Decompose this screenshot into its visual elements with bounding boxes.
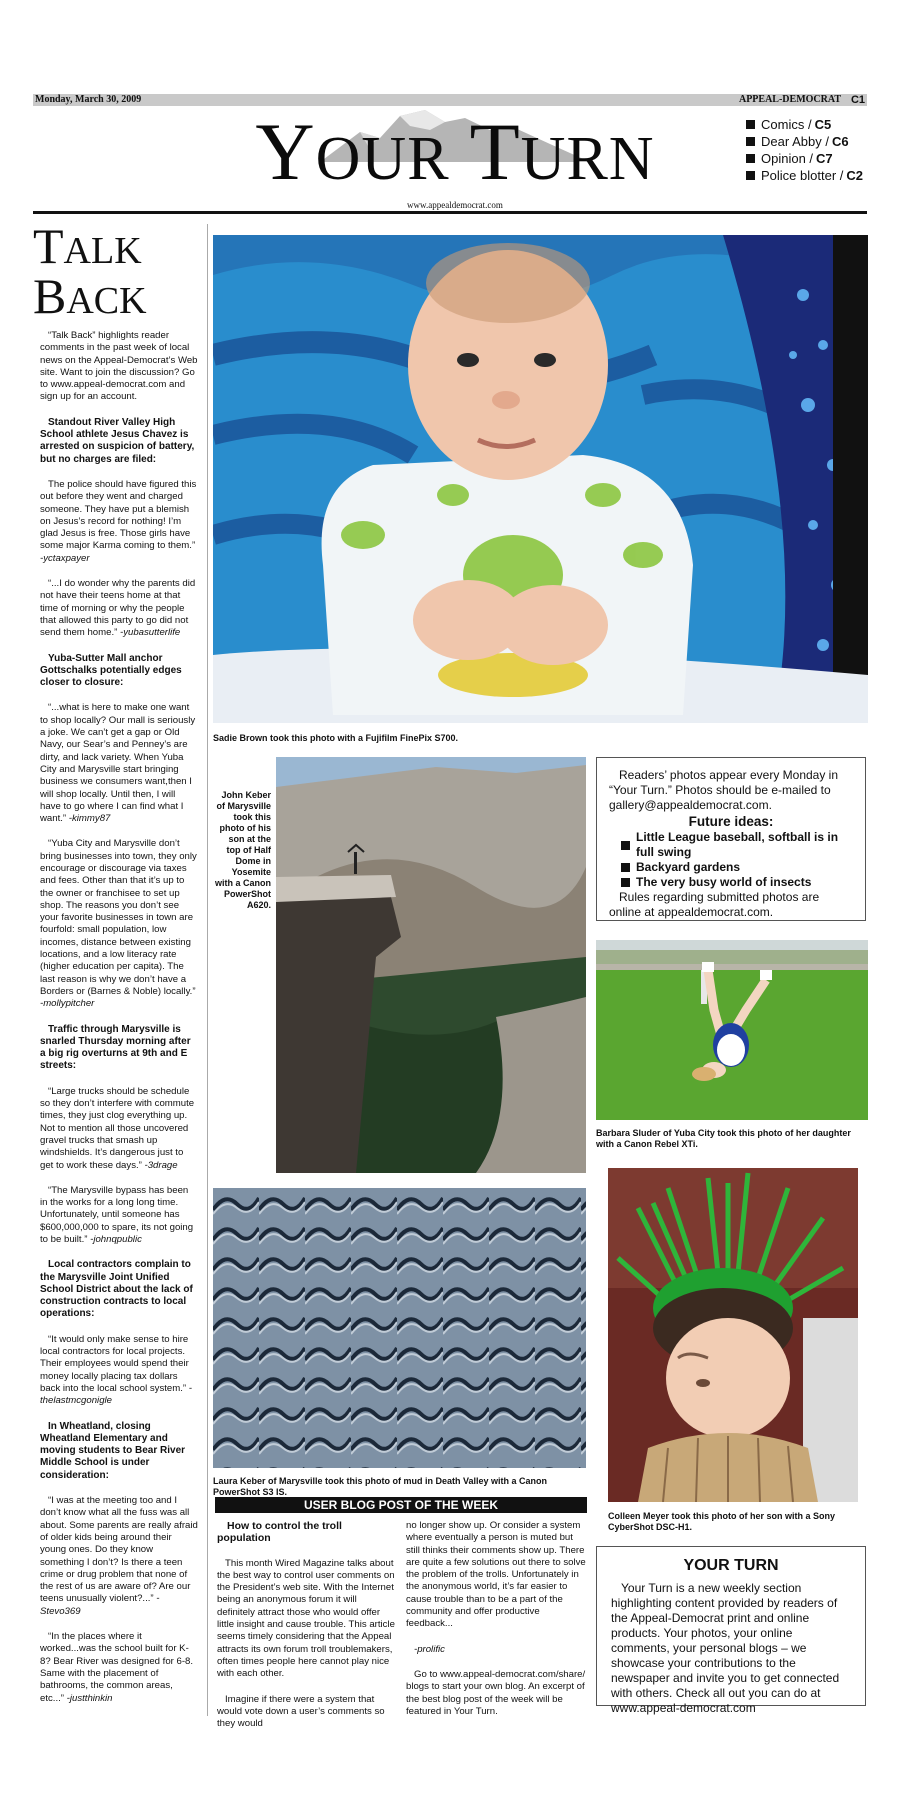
baby-photo[interactable] [213, 235, 868, 723]
comment [40, 1086, 198, 1172]
blog-paragraph: Go to www.appeal-democrat.com/share/ blogs to start your own blog. An excerpt of the best blog post of the week will be featured in Your Turn. [406, 1668, 586, 1717]
blog-paragraph: Imagine if there were a system that would vote down a user’s comments so they would [217, 1693, 385, 1730]
your-turn-box [596, 1546, 866, 1715]
idea-item [621, 830, 853, 860]
comment-user: -kimmy87 [66, 813, 111, 825]
mohawk-photo-caption: Colleen Meyer took this photo of her son with a Sony CyberShot DSC-H1. [608, 1511, 836, 1532]
blog-paragraph: This month Wired Magazine talks about the best way to control user comments on the President’s web site. With the Internet being an anonymous forum it will definitely attract those who would offer little insight and cause trouble. This article seems timely considering that the Appeal attracts its own forum troll troublemakers, often times people here cannot play nice with each other. [217, 1557, 395, 1680]
baby-photo-caption: Sadie Brown took this photo with a Fujifilm FinePix S700. [213, 733, 459, 743]
topic-headline: Standout River Valley High School athlete Jesus Chavez is arrested on suspicion of battery, but no charges are filed: [40, 416, 195, 465]
masthead-url: www.appealdemocrat.com [407, 200, 503, 210]
talkback-column [40, 330, 198, 1718]
index-label: Comics / [761, 117, 812, 132]
talkback-intro: “Talk Back” highlights reader comments in the past week of local news on the Appeal-Democrat’s Web site. Want to join the discussion? Go to www.appeal-democrat.com and sign up for an account. [40, 330, 198, 403]
blog-signature: -prolific [414, 1643, 445, 1655]
topic-headline: Traffic through Marysville is snarled Thursday morning after a big rig overturns at 9th and E streets: [40, 1023, 191, 1072]
comment [40, 578, 198, 639]
bullet-square-icon [621, 841, 630, 850]
blog-headline[interactable]: How to control the troll population [217, 1520, 342, 1545]
info-rules: Rules regarding submitted photos are online at appealdemocrat.com. [609, 890, 820, 919]
comment-user: -3drage [141, 1159, 178, 1171]
comment-text: “Yuba City and Marysville don’t bring businesses into town, they only encourage or discourage via taxes and fees. Other than that it’s up to the owner or franchisee to set up shop. The reasons you don’t see your favorite businesses in town are fourfold: small population, low incomes, distance between existing locations, and a low literacy rate (higher education per capita). The last reason is why we don’t have a Borders or (Barnes & Noble) locally.” [40, 838, 197, 997]
comment-user: -thelastmcgonigle [40, 1382, 192, 1407]
bullet-square-icon [621, 863, 630, 872]
comment-text: “In the places where it worked...was the school built for K-8? Bear River was designed for 6-8. Same with the placement of bathrooms, the common areas, etc...” [40, 1631, 194, 1704]
yosemite-photo-caption: John Keber of Marysville took this photo of his son at the top of Half Dome in Yosemite with a Canon PowerShot A620. [215, 790, 271, 910]
idea-text: Backyard gardens [636, 860, 741, 874]
masthead [250, 100, 660, 210]
comment [40, 1185, 198, 1246]
future-ideas-list [609, 830, 853, 890]
blog-column-2 [406, 1520, 586, 1731]
title-word: OUR [315, 125, 450, 193]
idea-item [621, 875, 853, 890]
info-intro: Readers’ photos appear every Monday in “Your Turn.” Photos should be e-mailed to gallery@appealdemocrat.com. [609, 768, 839, 812]
bullet-square-icon [746, 120, 755, 129]
paper-name: APPEAL-DEMOCRAT [738, 94, 841, 105]
column-divider [207, 224, 208, 1716]
topic-headline: Local contractors complain to the Marysville Joint Unified School District about the lack of construction contracts to local operations: [40, 1259, 193, 1320]
cartwheel-photo-caption: Barbara Sluder of Yuba City took this photo of her daughter with a Canon Rebel XTi. [596, 1128, 851, 1149]
title-letter: T [33, 218, 64, 274]
comment-text: “...I do wonder why the parents did not have their teens home at that time of morning or why the people that allowed this party to go did not send them home.” [40, 578, 196, 639]
blog-column-1 [217, 1520, 397, 1743]
section-title [250, 102, 660, 209]
index-label: Opinion / [761, 151, 814, 166]
comment [40, 1495, 198, 1618]
comment-user: -Stevo369 [40, 1593, 160, 1617]
comment [40, 1631, 198, 1705]
talkback-title [33, 218, 183, 324]
title-letter: Y [255, 106, 316, 197]
index-label: Police blotter / [761, 168, 844, 183]
mud-photo-caption: Laura Keber of Marysville took this photo of mud in Death Valley with a Canon PowerShot S3 IS. [213, 1476, 548, 1497]
index-item[interactable] [746, 167, 876, 184]
idea-text: Little League baseball, softball is in full swing [636, 830, 839, 859]
bullet-square-icon [746, 137, 755, 146]
comment-text: The police should have figured this out before they went and charged someone. They have put a blemish on Jesus’s record for nothing! I’m glad Jesus is free. Those girls have some major Karma coming to them.” [40, 478, 197, 552]
comment-user: -yubasutterlife [117, 627, 181, 639]
index-page: C5 [814, 117, 832, 132]
comment [40, 702, 198, 825]
comment [40, 838, 198, 1010]
reader-photos-info-box [596, 757, 866, 921]
topic-headline: In Wheatland, closing Wheatland Elementary and moving students to Bear River Middle School is under consideration: [40, 1420, 186, 1481]
blog-paragraph: no longer show up. Or consider a system where eventually a person is muted but still thinks their comments show up. There are quite a few solutions out there to solve the problem of the trolls. Unfortunately in the anonymous world, it’s far easier to cause trouble than to be a part of the community and offer productive feedback... [406, 1520, 586, 1630]
index-item[interactable] [746, 116, 876, 133]
comment-user: -mollypitcher [40, 998, 95, 1010]
comment-text: “It would only make sense to hire local contractors for local projects. Their employees would spend their money locally placing tax dollars back into the local school system.” [40, 1333, 189, 1394]
issue-date: Monday, March 30, 2009 [35, 94, 142, 105]
comment-user: -yctaxpayer [40, 552, 90, 564]
index-page: C6 [831, 134, 849, 149]
cartwheel-photo[interactable] [596, 940, 868, 1120]
comment-text: “Large trucks should be schedule so they don’t interfere with commute times, they just clog everything up. Not to mention all those uncovered gravel trucks that smash up windshields. It’s dangerous just to get to work these days.” [40, 1085, 195, 1171]
page-number: C1 [850, 94, 865, 106]
your-turn-body: Your Turn is a new weekly section highlighting content provided by readers of the Appeal-Democrat print and online products. Your photos, your online comments, your personal blogs – we showcase your contributions to the newspaper and invite you to get connected with others. Check all out you can do at www.appeal-democrat.com [611, 1581, 840, 1715]
section-index [746, 116, 876, 184]
yosemite-photo[interactable] [276, 757, 586, 1173]
index-item[interactable] [746, 150, 876, 167]
comment-text: “I was at the meeting too and I don’t know what all the fuss was all about. Some parents are really afraid of older kids being around their young ones. Do they know something I don’t? Is there a teen crime or drug problem that none of the rest of us are aware of? Are our teens unusually violent?...” [40, 1495, 198, 1605]
mohawk-photo[interactable] [608, 1168, 858, 1502]
title-word: ALK [63, 230, 142, 272]
your-turn-heading: YOUR TURN [683, 1557, 779, 1574]
comment-user: -justthinkin [64, 1692, 113, 1704]
comment [40, 1334, 198, 1408]
index-page: C7 [816, 151, 833, 166]
future-ideas-heading: Future ideas: [688, 814, 774, 829]
bullet-square-icon [746, 171, 755, 180]
mud-photo[interactable] [213, 1188, 586, 1468]
comment [40, 479, 198, 565]
bullet-square-icon [621, 878, 630, 887]
index-label: Dear Abby / [761, 134, 829, 149]
index-item[interactable] [746, 133, 876, 150]
index-page: C2 [846, 168, 863, 183]
comment-user: -johnqpublic [87, 1234, 142, 1245]
blog-banner: USER BLOG POST OF THE WEEK [215, 1497, 587, 1513]
idea-item [621, 860, 853, 875]
title-word: URN [520, 125, 655, 193]
title-letter: B [33, 268, 67, 324]
title-word: ACK [66, 280, 147, 322]
header-rule [33, 211, 867, 214]
topic-headline: Yuba-Sutter Mall anchor Gottschalks potentially edges closer to closure: [40, 652, 182, 689]
title-letter: T [469, 106, 521, 197]
comment-text: “...what is here to make one want to shop locally? Our mall is seriously a joke. We can’t get a gap or Old Navy, our Sear’s and Penney’s are dirty, and lack variety. When Yuba City and Marysville start bringing business we consumers want,then I will shop locally. Until then, I will have to go where I can find what I want.” [40, 702, 196, 825]
idea-text: The very busy world of insects [636, 875, 812, 889]
bullet-square-icon [746, 154, 755, 163]
comment-text: “The Marysville bypass has been in the works for a long long time. Unfortunately, until someone has $600,000,000 to spare, its not going to be built.” [40, 1184, 194, 1245]
